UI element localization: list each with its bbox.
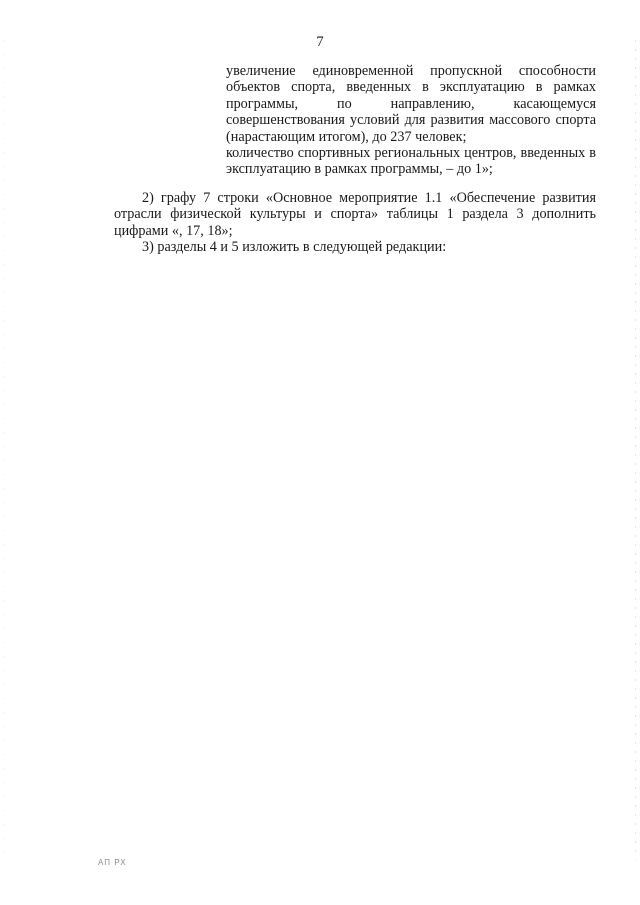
page-number: 7 [316,34,324,50]
indicator-item: увеличение единовременной пропускной способности объектов спорта, введенных в эксплуатацию в рамках программы, по направлению, касающемуся совершенствования условий для развития массового спорта (нарастающим итогом), до 237 человек; [226,63,596,145]
scan-edge-right [635,40,636,860]
scan-edge-left [4,40,5,860]
amendment-paragraph: 2) графу 7 строки «Основное мероприятие 1.1 «Обеспечение развития отрасли физической культуры и спорта» таблицы 1 раздела 3 дополнить цифрами «, 17, 18»; [114,190,596,239]
footer-mark: АП РХ [98,858,127,867]
amendment-paragraphs [114,190,596,256]
indented-indicator-list [226,63,596,178]
indicator-item: количество спортивных региональных центров, введенных в эксплуатацию в рамках программы, – до 1»; [226,145,596,178]
amendment-paragraph: 3) разделы 4 и 5 изложить в следующей редакции: [142,239,447,256]
